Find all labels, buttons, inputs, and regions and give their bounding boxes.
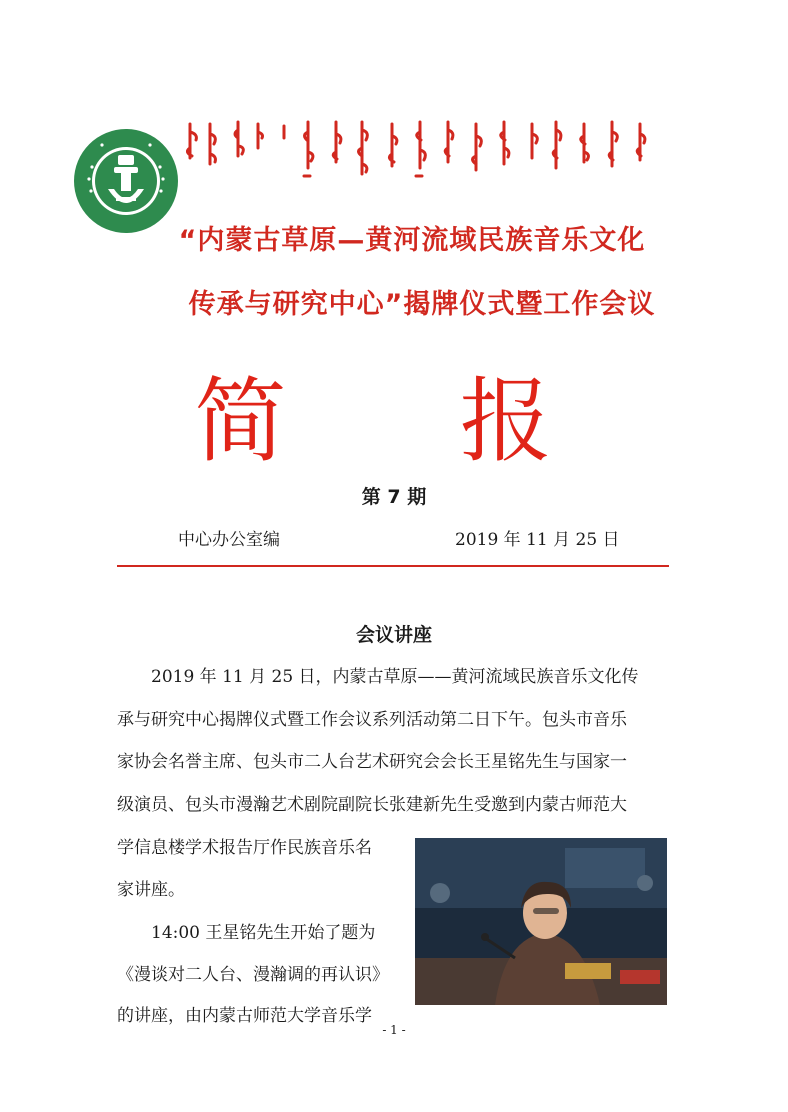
mongolian-script-title [186, 118, 666, 188]
editor-label: 中心办公室编 [178, 530, 280, 550]
body-line: 级演员、包头市漫瀚艺术剧院副院长张建新先生受邀到内蒙古师范大 [117, 795, 627, 815]
body-line: 家协会名誉主席、包头市二人台艺术研究会会长王星铭先生与国家一 [117, 752, 627, 772]
body-line: 14:00 王星铭先生开始了题为 [151, 923, 376, 943]
body-line: 的讲座，由内蒙古师范大学音乐学 [117, 1006, 372, 1026]
masthead-title: 简 报 [194, 368, 624, 475]
page-number: - 1 - [382, 1023, 406, 1037]
body-line: 《漫谈对二人台、漫瀚调的再认识》 [117, 965, 389, 985]
lecture-photo [415, 838, 667, 1005]
issue-number: 第 7 期 [361, 486, 427, 508]
body-line: 承与研究中心揭牌仪式暨工作会议系列活动第二日下午。包头市音乐 [117, 710, 627, 730]
body-line: 学信息楼学术报告厅作民族音乐名 [117, 838, 372, 858]
section-heading: 会议讲座 [355, 624, 432, 646]
body-line: 2019 年 11 月 25 日，内蒙古草原——黄河流域民族音乐文化传 [151, 667, 639, 687]
body-line: 家讲座。 [117, 880, 185, 900]
header-divider [117, 565, 669, 567]
title-line-1: “内蒙古草原—黄河流域民族音乐文化 [178, 225, 646, 256]
title-line-2: 传承与研究中心”揭牌仪式暨工作会议 [188, 289, 656, 320]
publish-date: 2019 年 11 月 25 日 [455, 530, 620, 550]
